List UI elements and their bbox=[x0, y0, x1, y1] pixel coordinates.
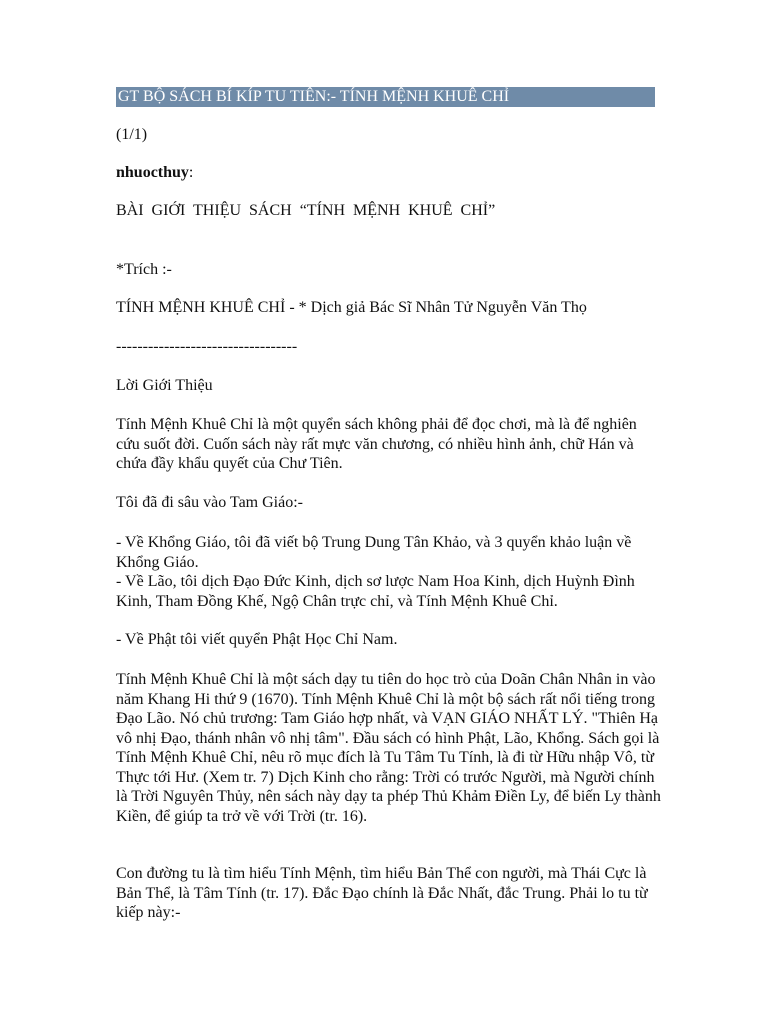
author-line bbox=[116, 163, 661, 183]
author-name: nhuocthuy bbox=[116, 164, 189, 181]
paragraph-1: Tính Mệnh Khuê Chỉ là một quyển sách không phải để đọc chơi, mà là để nghiên cứu suốt đời. Cuốn sách này rất mực văn chương, có nhiều hình ảnh, chữ Hán và chứa đầy khẩu quyết của Chư Tiên. bbox=[116, 416, 637, 472]
paragraph-4: Con đường tu là tìm hiểu Tính Mệnh, tìm hiểu Bản Thể con người, mà Thái Cực là Bản Thể, là Tâm Tính (tr. 17). Đắc Đạo chính là Đắc Nhất, đắc Trung. Phải lo tu từ kiếp này:- bbox=[116, 865, 648, 921]
page-indicator: (1/1) bbox=[116, 126, 148, 143]
paragraph-2: Tôi đã đi sâu vào Tam Giáo:- bbox=[116, 494, 303, 511]
document-title-bar: GT BỘ SÁCH BÍ KÍP TU TIÊN:- TÍNH MỆNH KHUÊ CHỈ bbox=[116, 87, 655, 107]
excerpt-label: *Trích :- bbox=[116, 261, 172, 278]
intro-title: Lời Giới Thiệu bbox=[116, 377, 213, 394]
separator-line: ---------------------------------- bbox=[116, 338, 298, 355]
author-suffix: : bbox=[188, 164, 194, 181]
article-heading: BÀI GIỚI THIỆU SÁCH “TÍNH MỆNH KHUÊ CHỈ” bbox=[116, 202, 496, 219]
list-item-1: - Về Khổng Giáo, tôi đã viết bộ Trung Dung Tân Khảo, và 3 quyển khảo luận về Khổng Giáo. bbox=[116, 534, 632, 571]
book-line: TÍNH MỆNH KHUÊ CHỈ - * Dịch giả Bác Sĩ Nhân Tử Nguyễn Văn Thọ bbox=[116, 299, 587, 316]
paragraph-3: Tính Mệnh Khuê Chỉ là một sách dạy tu tiên do học trò của Doãn Chân Nhân in vào năm Khang Hi thứ 9 (1670). Tính Mệnh Khuê Chỉ là một bộ sách rất nổi tiếng trong Đạo Lão. Nó chủ trương: Tam Giáo hợp nhất, và VẠN GIÁO NHẤT LÝ. "Thiên Hạ vô nhị Đạo, thánh nhân vô nhị tâm". Đầu sách có hình Phật, Lão, Khổng. Sách gọi là Tính Mệnh Khuê Chỉ, nêu rõ mục đích là Tu Tâm Tu Tính, là đi từ Hữu nhập Vô, từ Thực tới Hư. (Xem tr. 7) Dịch Kinh cho rằng: Trời có trước Người, mà Người chính là Trời Nguyên Thủy, nên sách này dạy ta phép Thủ Khảm Điền Ly, để biến Ly thành Kiền, để giúp ta trở về với Trời (tr. 16). bbox=[116, 671, 661, 825]
list-item-3: - Về Phật tôi viết quyển Phật Học Chỉ Nam. bbox=[116, 631, 398, 648]
list-item-2: - Về Lão, tôi dịch Đạo Đức Kinh, dịch sơ lược Nam Hoa Kinh, dịch Huỳnh Đình Kinh, Tham Đồng Khế, Ngộ Chân trực chỉ, và Tính Mệnh Khuê Chỉ. bbox=[116, 573, 635, 610]
